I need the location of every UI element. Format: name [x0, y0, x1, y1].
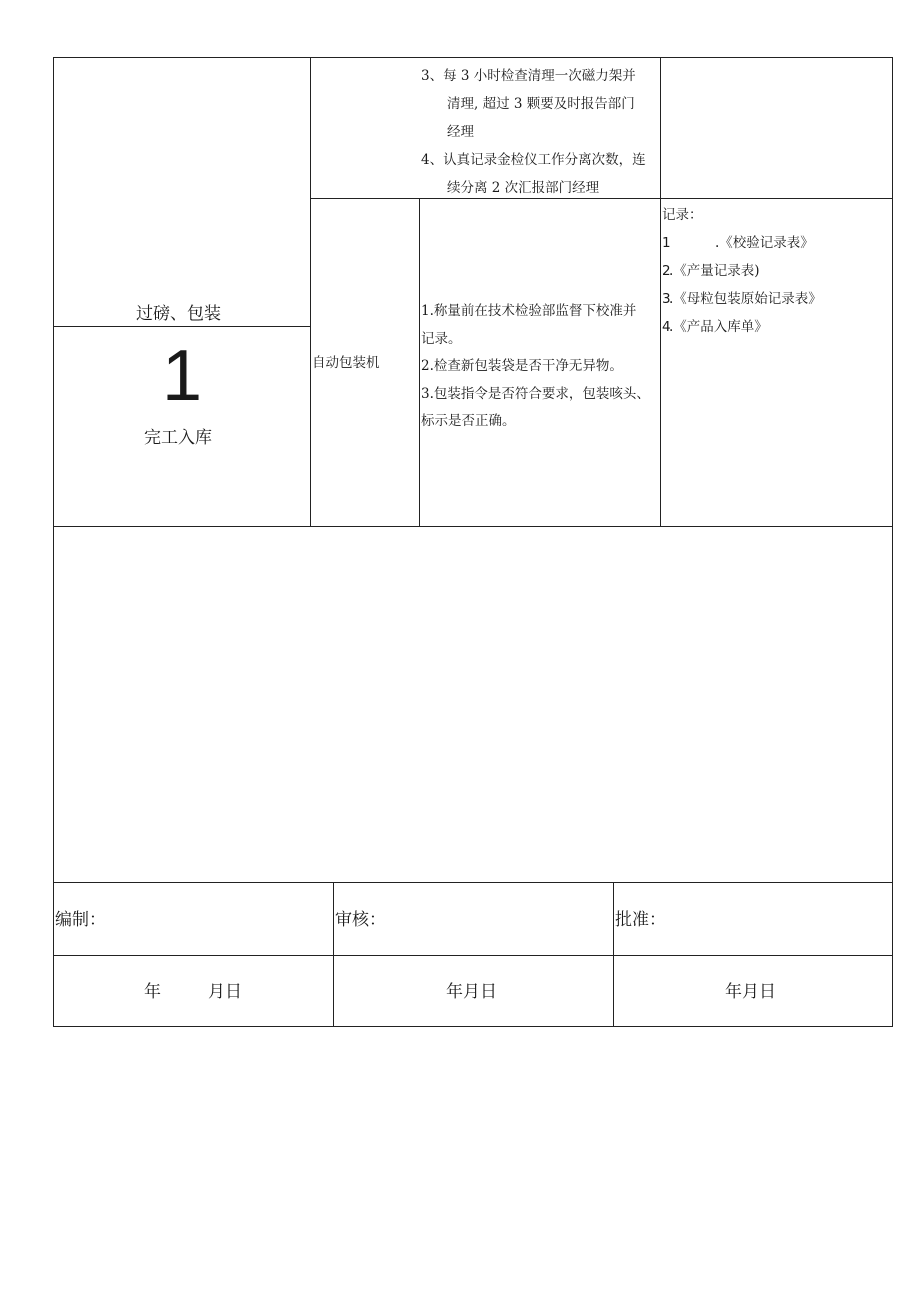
stage-number: 1 — [162, 336, 203, 416]
record-item: .《校验记录表》 — [715, 235, 814, 251]
compiled-date-year: 年 — [144, 982, 161, 1002]
record-number: 3 — [662, 291, 671, 307]
compiled-date-month-day: 月日 — [208, 982, 242, 1002]
packing-requirement-line: 1.称量前在技术检验部监督下校准并 — [421, 303, 637, 319]
table-body-bottom — [53, 526, 893, 527]
stage-divider — [53, 326, 310, 327]
record-number: 2 — [662, 263, 671, 279]
requirement-3-line2: 清理, 超过 3 颗要及时报告部门 — [447, 96, 635, 112]
sig-col-divider-1 — [333, 882, 334, 1027]
reviewed-date: 年月日 — [446, 982, 497, 1002]
requirement-3-line3: 经理 — [447, 124, 474, 140]
record-number: 1 — [662, 235, 671, 251]
stage-name-storage: 完工入库 — [144, 428, 212, 448]
record-item: .《母粒包装原始记录表》 — [669, 291, 822, 307]
col-divider-2 — [419, 198, 420, 526]
compiled-by-label: 编制： — [55, 910, 106, 930]
row-divider-top-right — [310, 198, 893, 199]
record-number: 4 — [662, 319, 671, 335]
col-divider-1 — [310, 57, 311, 526]
sig-col-divider-2 — [613, 882, 614, 1027]
equipment-auto-packer: 自动包装机 — [312, 355, 380, 371]
packing-requirement-line: 3.包装指令是否符合要求，包装咳头、 — [421, 386, 650, 402]
packing-requirement-line: 2.检查新包装袋是否干净无异物。 — [421, 358, 623, 374]
reviewed-by-label: 审核： — [335, 910, 386, 930]
packing-requirement-line: 标示是否正确。 — [421, 413, 516, 429]
record-item: .《产量记录表) — [669, 263, 760, 279]
record-item: .《产品入库单》 — [669, 319, 768, 335]
requirement-4-line1: 4、认真记录金检仪工作分离次数，连 — [421, 152, 646, 168]
requirement-3-line1: 3、每 3 小时检查清理一次磁力架并 — [421, 68, 636, 84]
col-divider-3 — [660, 57, 661, 526]
requirement-4-line2: 续分离 2 次汇报部门经理 — [447, 180, 600, 196]
packing-requirement-line: 记录。 — [421, 331, 462, 347]
signature-middle — [53, 955, 893, 956]
approved-date: 年月日 — [725, 982, 776, 1002]
approved-by-label: 批准： — [615, 910, 666, 930]
stage-name-weighing-packing: 过磅、包装 — [136, 304, 221, 324]
records-title: 记录： — [662, 207, 703, 223]
signature-top — [53, 882, 893, 883]
